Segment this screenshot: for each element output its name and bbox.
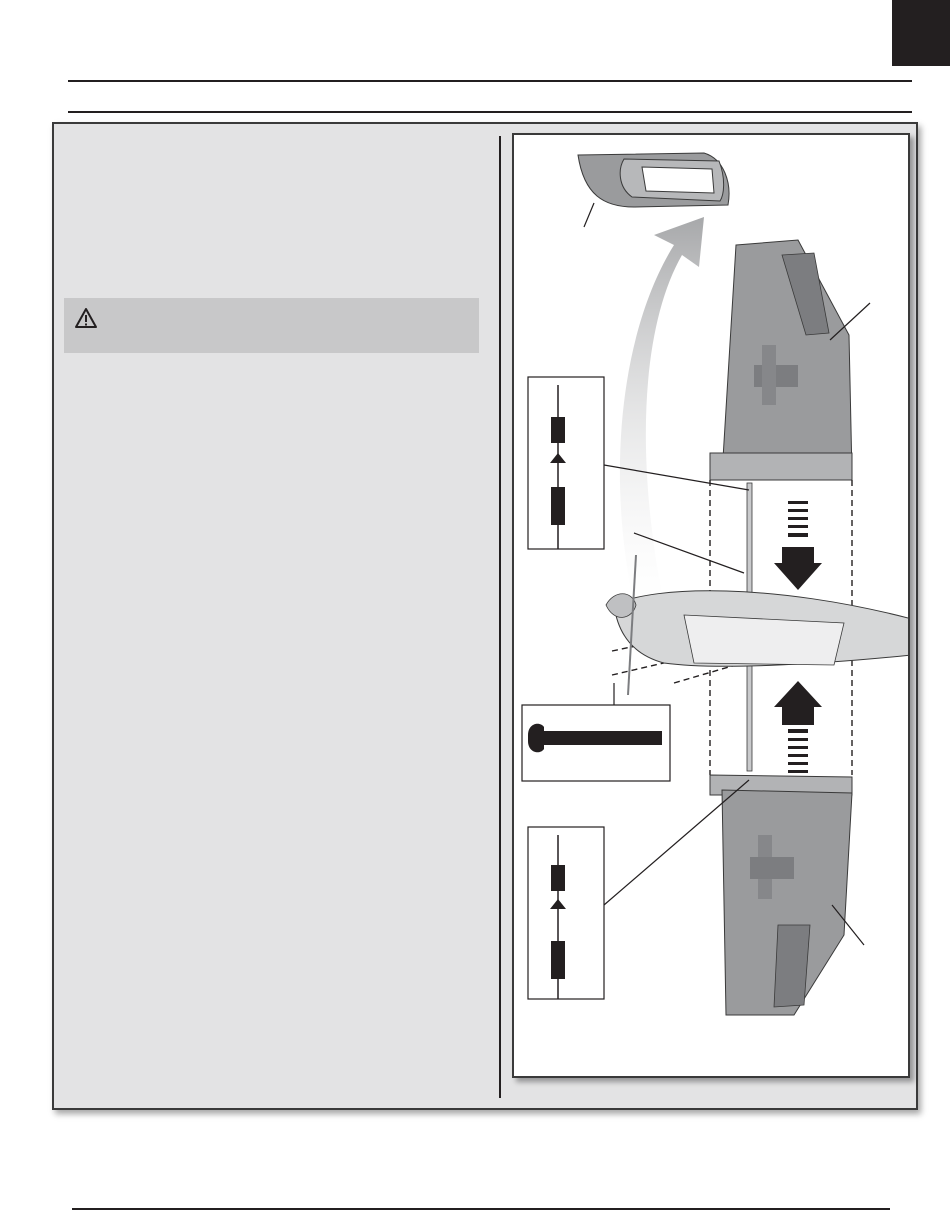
down-arrow (774, 501, 822, 590)
left-wing-part (710, 775, 864, 1015)
canopy-part (578, 153, 729, 227)
language-tab (892, 0, 950, 66)
right-wing-part (710, 240, 870, 480)
warning-box (64, 298, 479, 353)
warning-triangle-icon (74, 306, 98, 330)
assembly-figure (512, 133, 910, 1078)
header-rule-bottom (68, 111, 912, 113)
panel-column-divider (499, 136, 501, 1098)
footer-rule (72, 1208, 890, 1210)
header-rule-top (68, 80, 912, 82)
wing-screw-callout (522, 683, 670, 781)
servo-connector-callout-bottom (528, 780, 749, 999)
up-arrow (774, 681, 822, 773)
wing-assembly-illustration (514, 135, 910, 1078)
canopy-removal-arrow (620, 217, 704, 605)
